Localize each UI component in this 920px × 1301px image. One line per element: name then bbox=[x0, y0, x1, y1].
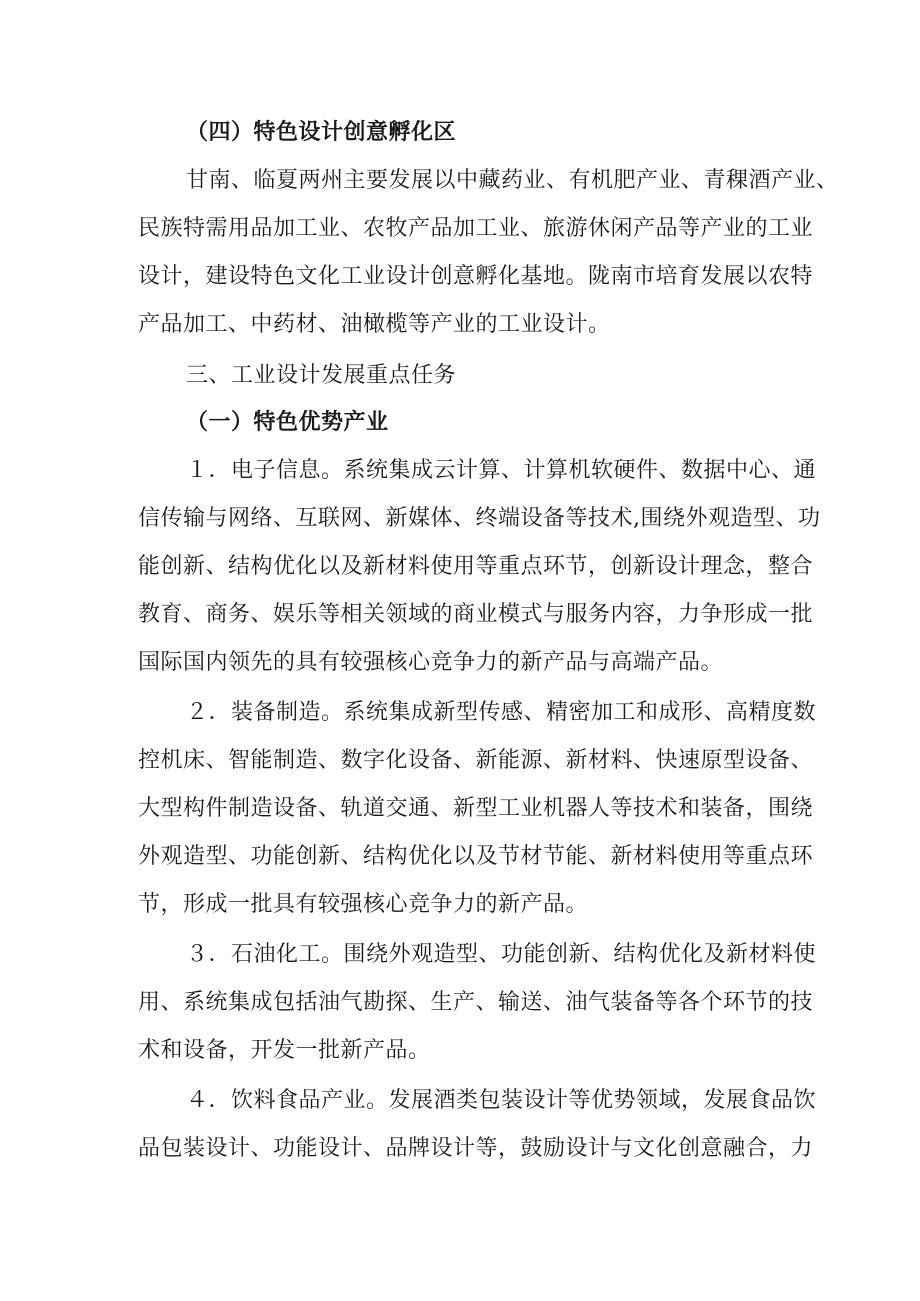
paragraph-line: 设计，建设特色文化工业设计创意孵化基地。陇南市培育发展以农特 bbox=[138, 264, 814, 289]
paragraph-line: 节，形成一批具有较强核心竞争力的新产品。 bbox=[138, 892, 589, 917]
paragraph-line: 外观造型、功能创新、结构优化以及节材节能、新材料使用等重点环 bbox=[138, 844, 814, 869]
section-heading-4: （四）特色设计创意孵化区 bbox=[186, 120, 457, 145]
paragraph-line: 大型构件制造设备、轨道交通、新型工业机器人等技术和装备，围绕 bbox=[138, 796, 814, 821]
paragraph-line: ２．装备制造。系统集成新型传感、精密加工和成形、高精度数 bbox=[186, 700, 817, 725]
paragraph-line: 能创新、结构优化以及新材料使用等重点环节，创新设计理念，整合 bbox=[138, 554, 814, 579]
paragraph-line: 用、系统集成包括油气勘探、生产、输送、油气装备等各个环节的技 bbox=[138, 990, 814, 1015]
paragraph-line: 术和设备，开发一批新产品。 bbox=[138, 1038, 431, 1063]
paragraph-line: 甘南、临夏两州主要发展以中藏药业、有机肥产业、青稞酒产业、 bbox=[186, 168, 839, 193]
paragraph-line: 民族特需用品加工业、农牧产品加工业、旅游休闲产品等产业的工业 bbox=[138, 216, 814, 241]
subsection-heading-1: （一）特色优势产业 bbox=[186, 410, 389, 435]
paragraph-line: 教育、商务、娱乐等相关领域的商业模式与服务内容，力争形成一批 bbox=[138, 602, 814, 627]
paragraph-line: 产品加工、中药材、油橄榄等产业的工业设计。 bbox=[138, 312, 611, 337]
paragraph-line: 控机床、智能制造、数字化设备、新能源、新材料、快速原型设备、 bbox=[138, 748, 814, 773]
part-heading-3: 三、工业设计发展重点任务 bbox=[186, 363, 457, 388]
paragraph-line: 品包装设计、功能设计、品牌设计等，鼓励设计与文化创意融合，力 bbox=[138, 1136, 814, 1161]
paragraph-line: 国际国内领先的具有较强核心竞争力的新产品与高端产品。 bbox=[138, 650, 724, 675]
paragraph-line: １．电子信息。系统集成云计算、计算机软硬件、数据中心、通 bbox=[186, 458, 817, 483]
paragraph-line: ３．石油化工。围绕外观造型、功能创新、结构优化及新材料使 bbox=[186, 942, 817, 967]
paragraph-line: 信传输与网络、互联网、新媒体、终端设备等技术,围绕外观造型、功 bbox=[138, 506, 821, 531]
paragraph-line: ４．饮料食品产业。发展酒类包装设计等优势领域，发展食品饮 bbox=[186, 1088, 817, 1113]
